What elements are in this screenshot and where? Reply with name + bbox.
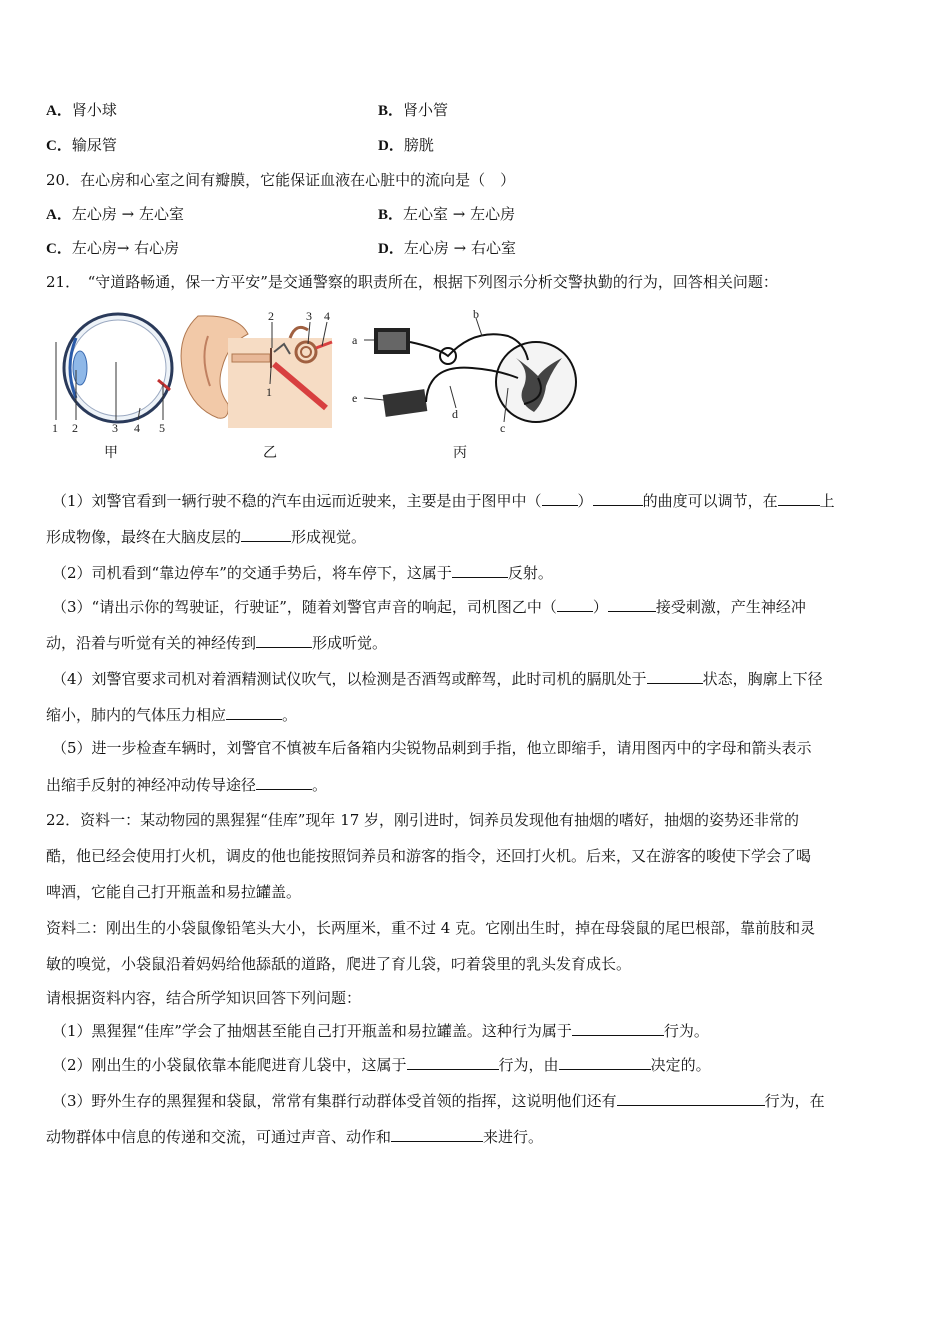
reflex-letter-b: b <box>473 308 479 321</box>
answer-blank[interactable] <box>407 1054 499 1070</box>
q20-stem: 20．在心房和心室之间有瓣膜，它能保证血液在心脏中的流向是（ ） <box>46 171 516 189</box>
answer-blank[interactable] <box>452 562 508 578</box>
q22-part1: （1）黑猩猩“佳库”学会了抽烟甚至能自己打开瓶盖和易拉罐盖。这种行为属于 行为。 <box>52 1022 709 1040</box>
answer-blank[interactable] <box>241 526 291 542</box>
ear-number-1: 1 <box>266 385 272 399</box>
eye-diagram <box>48 308 176 438</box>
answer-blank[interactable] <box>617 1090 765 1106</box>
q21-part5-line2: 出缩手反射的神经冲动传导途径 。 <box>46 776 328 794</box>
q21-stem: 21． “守道路畅通，保一方平安”是交通警察的职责所在，根据下列图示分析交警执勤的行为，回答相关问题： <box>46 273 778 291</box>
q20-option-d: D．左心房 → 右心室 <box>378 239 516 257</box>
answer-blank[interactable] <box>593 490 643 506</box>
ear-number-4: 4 <box>324 309 330 323</box>
q22-part3-line2: 动物群体中信息的传递和交流，可通过声音、动作和 来进行。 <box>46 1128 544 1146</box>
answer-blank[interactable] <box>559 1054 651 1070</box>
q21-part2: （2）司机看到“靠边停车”的交通手势后，将车停下，这属于 反射。 <box>52 564 553 582</box>
q22-part2: （2）刚出生的小袋鼠依靠本能爬进育儿袋中，这属于 行为，由 决定的。 <box>52 1056 711 1074</box>
answer-blank[interactable] <box>608 596 656 612</box>
answer-blank[interactable] <box>391 1126 483 1142</box>
answer-blank[interactable] <box>572 1020 664 1036</box>
eye-number-5: 5 <box>159 421 165 435</box>
q21-part1-line1: （1）刘警官看到一辆行驶不稳的汽车由远而近驶来，主要是由于图甲中（ ） 的曲度可以调节，在 上 <box>52 492 835 510</box>
ear-diagram <box>178 308 338 436</box>
figure-caption-jia: 甲 <box>104 445 118 461</box>
q21-part1-line2: 形成物像，最终在大脑皮层的 形成视觉。 <box>46 528 367 546</box>
reflex-letter-d: d <box>452 407 458 421</box>
q22-material1-line3: 啤酒，它能自己打开瓶盖和易拉罐盖。 <box>46 883 302 901</box>
reflex-letter-c: c <box>500 421 506 435</box>
eye-number-2: 2 <box>72 421 78 435</box>
q22-instruction: 请根据资料内容，结合所学知识回答下列问题： <box>46 989 362 1007</box>
q21-part3-line1: （3）“请出示你的驾驶证，行驶证”，随着刘警官声音的响起，司机图乙中（ ） 接受刺激，产生神经冲 <box>52 598 806 616</box>
q19-option-c: C．输尿管 <box>46 136 117 154</box>
ear-number-2: 2 <box>268 309 274 323</box>
eye-number-3: 3 <box>112 421 118 435</box>
reflex-arc-diagram <box>348 308 580 436</box>
figure-caption-yi: 乙 <box>263 445 277 461</box>
q22-material2-line2: 敏的嗅觉，小袋鼠沿着妈妈给他舔舐的道路，爬进了育儿袋，叼着袋里的乳头发育成长。 <box>46 955 632 973</box>
q21-part4-line1: （4）刘警官要求司机对着酒精测试仪吹气，以检测是否酒驾或醉驾，此时司机的膈肌处于 状态，胸廓上下径 <box>52 670 823 688</box>
ear-number-3: 3 <box>306 309 312 323</box>
q21-part3-line2: 动，沿着与听觉有关的神经传到 形成听觉。 <box>46 634 388 652</box>
q19-option-a: A．肾小球 <box>46 101 117 119</box>
eye-number-1: 1 <box>52 421 58 435</box>
q21-part4-line2: 缩小，肺内的气体压力相应 。 <box>46 706 298 724</box>
answer-blank[interactable] <box>557 596 593 612</box>
q22-part3-line1: （3）野外生存的黑猩猩和袋鼠，常常有集群行动群体受首领的指挥，这说明他们还有 行为，在 <box>52 1092 825 1110</box>
q20-option-c: C．左心房→ 右心房 <box>46 239 180 257</box>
answer-blank[interactable] <box>778 490 820 506</box>
reflex-letter-a: a <box>352 333 358 347</box>
reflex-letter-e: e <box>352 391 358 405</box>
q20-option-a: A．左心房 → 左心室 <box>46 205 184 223</box>
q22-material2-line1: 资料二：刚出生的小袋鼠像铅笔头大小，长两厘米，重不过 4 克。它刚出生时，掉在母袋鼠的尾巴根部，靠前肢和灵 <box>46 919 816 937</box>
q22-material1-line1: 22．资料一：某动物园的黑猩猩“佳库”现年 17 岁，刚引进时，饲养员发现他有抽烟的嗜好，抽烟的姿势还非常的 <box>46 811 800 829</box>
answer-blank[interactable] <box>542 490 578 506</box>
answer-blank[interactable] <box>256 774 312 790</box>
q19-option-d: D．膀胱 <box>378 136 434 154</box>
q21-part5-line1: （5）进一步检查车辆时，刘警官不慎被车后备箱内尖锐物品刺到手指，他立即缩手，请用图丙中的字母和箭头表示 <box>52 739 812 757</box>
figure-caption-bing: 丙 <box>453 445 467 461</box>
answer-blank[interactable] <box>647 668 703 684</box>
answer-blank[interactable] <box>256 632 312 648</box>
q19-option-b: B．肾小管 <box>378 101 449 119</box>
eye-number-4: 4 <box>134 421 140 435</box>
q20-option-b: B．左心室 → 左心房 <box>378 205 516 223</box>
q22-material1-line2: 酷，他已经会使用打火机，调皮的他也能按照饲养员和游客的指令，还回打火机。后来，又在游客的唆使下学会了喝 <box>46 847 812 865</box>
answer-blank[interactable] <box>226 704 282 720</box>
